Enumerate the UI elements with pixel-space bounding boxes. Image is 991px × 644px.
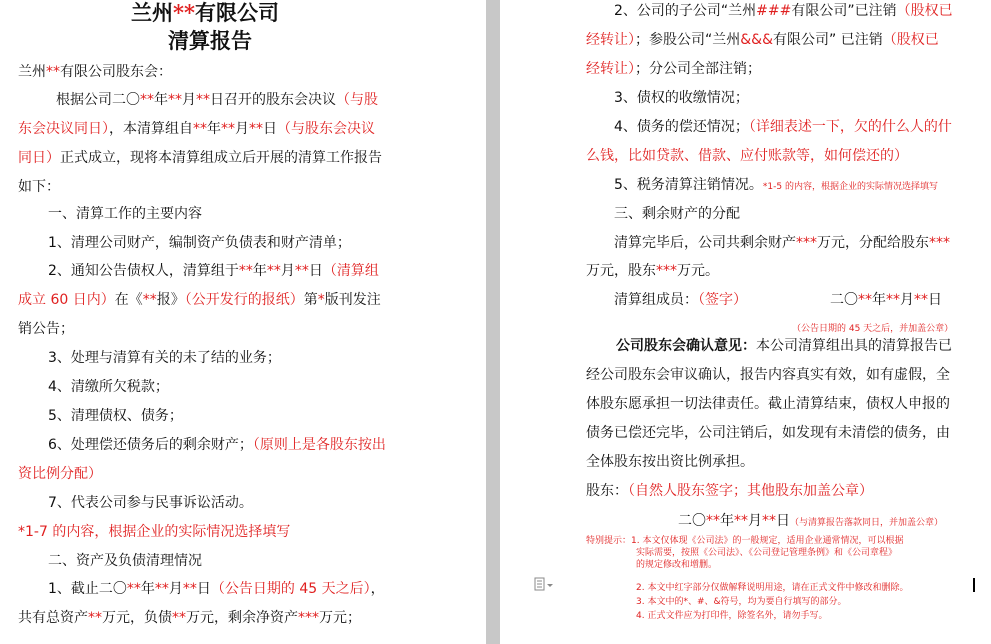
text-run: 同日） <box>18 150 60 166</box>
text-run: 日 <box>308 263 323 279</box>
text-run: （公告日期的 45 天之后，并加盖公章） <box>792 324 954 334</box>
text-run: 报》 <box>156 292 185 308</box>
text-run: 共有总资产 <box>18 610 88 626</box>
text-run: 年 <box>154 92 168 108</box>
text-cursor <box>973 578 975 592</box>
left-text-line <box>48 349 281 367</box>
left-text-line <box>18 63 172 81</box>
text-run: 年 <box>872 292 886 308</box>
left-text-line <box>18 523 290 541</box>
text-run: 7、代表公司参与民事诉讼活动。 <box>48 495 253 511</box>
text-run: 本公司清算组出具的清算报告已 <box>756 338 952 354</box>
text-run: 2、通知公告债权人，清算组于 <box>48 263 239 279</box>
text-run: 根据公司二〇 <box>56 92 140 108</box>
left-text-line <box>48 494 253 512</box>
text-run: 正式成立，现将本清算组成立后开展的清算工作报告 <box>60 150 382 166</box>
text-run: ** <box>238 263 253 279</box>
text-run: 版刊发注 <box>324 292 381 308</box>
text-run: 月 <box>182 92 196 108</box>
text-run: ** <box>182 581 197 597</box>
text-run: 资比例分配） <box>18 466 102 482</box>
text-run: ；分公司全部注销； <box>635 61 761 77</box>
text-run: 清算完毕后，公司共剩余财产 <box>614 235 796 251</box>
left-page <box>0 0 486 644</box>
left-text-line <box>48 205 202 223</box>
text-run: 的规定修改和增删。 <box>636 560 718 570</box>
text-run: 月 <box>235 121 249 137</box>
text-run: 年 <box>720 513 734 529</box>
text-run: 清算组成员： <box>614 292 698 308</box>
text-run: 实际需要，按照《公司法》、《公司登记管理条例》和《公司章程》 <box>636 548 898 558</box>
left-text-line <box>48 552 202 570</box>
text-run: 全体股东按出资比例承担。 <box>586 454 754 470</box>
right-text-line <box>614 234 950 252</box>
text-run: 三、剩余财产的分配 <box>614 206 740 222</box>
text-run: （公开发行的报纸） <box>184 292 304 308</box>
text-run: *** <box>656 263 677 279</box>
text-run: （自然人股东签字；其他股东加盖公章） <box>628 483 873 499</box>
right-text-line <box>586 482 873 500</box>
text-run: 么钱，比如贷款、借款、应付账款等，如何偿还的） <box>586 148 908 164</box>
text-run: 3. 本文中的*、#、&符号，均为要自行填写的部分。 <box>636 597 847 607</box>
left-text-line <box>48 378 169 396</box>
right-text-line <box>586 31 939 49</box>
text-run: ** <box>193 121 207 137</box>
text-run: 在《 <box>114 292 143 308</box>
text-run: （与股 <box>336 92 378 108</box>
text-run: （签字） <box>698 292 747 308</box>
text-run: 6、处理偿还债务后的剩余财产； <box>48 437 253 453</box>
right-text-line <box>830 291 942 309</box>
text-run: * <box>317 292 325 308</box>
right-page <box>500 0 991 644</box>
text-run: ** <box>706 513 720 529</box>
text-run: 年 <box>252 263 267 279</box>
right-text-line <box>586 453 754 471</box>
text-run: 兰州 <box>18 64 46 80</box>
right-text-line <box>614 89 749 107</box>
right-text-line <box>586 366 950 384</box>
text-run: 日 <box>776 513 790 529</box>
text-run: 4. 正式文件应为打印件，除签名外，请勿手写。 <box>636 611 828 621</box>
text-run: ** <box>172 610 186 626</box>
paste-options-icon[interactable] <box>534 577 554 593</box>
text-run: （与清算报告落款同日，并加盖公章） <box>790 518 944 528</box>
right-text-line <box>614 118 952 136</box>
text-run: 东会决议同日） <box>18 121 109 137</box>
left-text-line <box>48 262 379 280</box>
left-text-line <box>18 465 102 483</box>
text-run: 月 <box>280 263 295 279</box>
left-text-line <box>48 580 385 598</box>
text-run: 月 <box>748 513 762 529</box>
text-run: （与股东会决议 <box>277 121 375 137</box>
text-run: 公司股东会确认意见： <box>616 338 756 354</box>
text-run: ** <box>266 263 281 279</box>
text-run: ** <box>196 92 210 108</box>
text-run: 年 <box>207 121 221 137</box>
text-run: 万元，负债 <box>102 610 172 626</box>
text-run: 日召开的股东会决议 <box>210 92 336 108</box>
text-run: 日 <box>196 581 211 597</box>
page-gap <box>486 0 500 644</box>
text-run: 2、公司的子公司“兰州 <box>614 3 757 19</box>
right-text-line <box>586 262 719 280</box>
text-run: 3、债权的收缴情况； <box>614 90 749 106</box>
text-run: 股东： <box>586 483 628 499</box>
text-run: （原则上是各股东按出 <box>252 437 386 453</box>
text-run: 体股东愿承担一切法律责任。截止清算结束，债权人申报的 <box>586 396 950 412</box>
text-run: 日 <box>928 292 942 308</box>
text-run: 万元，剩余净资产 <box>186 610 298 626</box>
right-text-line <box>614 2 953 20</box>
text-run: ** <box>914 292 928 308</box>
text-run: 万元，股东 <box>586 263 656 279</box>
text-run: ；参股公司“兰州 <box>635 32 741 48</box>
text-run: 日 <box>263 121 277 137</box>
text-run: ** <box>88 610 102 626</box>
left-text-line <box>18 178 60 196</box>
text-run: 万元，分配给股东 <box>817 235 929 251</box>
text-run: 万元； <box>319 610 361 626</box>
text-run: ** <box>142 292 157 308</box>
right-text-line <box>792 318 953 336</box>
text-run: （股权已 <box>896 3 953 19</box>
right-text-line <box>636 554 717 572</box>
text-run: 二〇 <box>830 292 858 308</box>
right-text-line <box>614 205 740 223</box>
text-run: ** <box>886 292 900 308</box>
text-run: ** <box>46 64 60 80</box>
text-run: ** <box>249 121 263 137</box>
text-run: ** <box>294 263 309 279</box>
right-text-line <box>586 147 908 165</box>
text-run: 4、清缴所欠税款； <box>48 379 169 395</box>
left-text-line <box>18 291 381 309</box>
text-run: 有限公司股东会： <box>60 64 172 80</box>
text-run: 年 <box>140 581 155 597</box>
text-run: ### <box>756 3 792 19</box>
left-text-line <box>18 609 361 627</box>
left-text-line <box>56 91 378 109</box>
text-run: 一、清算工作的主要内容 <box>48 206 202 222</box>
text-run: 二、资产及负债清理情况 <box>48 553 202 569</box>
text-run: ** <box>221 121 235 137</box>
doc-subtitle: 清算报告 <box>168 28 252 53</box>
text-run: （清算组 <box>322 263 379 279</box>
text-run: （股权已 <box>882 32 939 48</box>
text-run: 万元。 <box>677 263 719 279</box>
text-run: 月 <box>168 581 183 597</box>
text-run: 第 <box>303 292 318 308</box>
left-text-line <box>18 120 375 138</box>
text-run: ** <box>154 581 169 597</box>
text-run: 3、处理与清算有关的未了结的业务； <box>48 350 281 366</box>
text-run: 二〇 <box>678 513 706 529</box>
text-run: ** <box>858 292 872 308</box>
text-run: ** <box>168 92 182 108</box>
right-text-line <box>616 337 952 355</box>
left-text-line <box>48 436 386 454</box>
left-text-line <box>48 407 183 425</box>
doc-title: 兰州**有限公司 <box>131 0 279 25</box>
text-run: ** <box>734 513 748 529</box>
text-run: 成立 60 日内） <box>18 292 115 308</box>
text-run: （详细表述一下，欠的什么人的什 <box>748 119 952 135</box>
text-run: *1-5 的内容，根据企业的实际情况选择填写 <box>762 182 938 192</box>
text-run: ，本清算组自 <box>109 121 193 137</box>
text-run: 经转让） <box>586 32 635 48</box>
text-run: 2. 本文中红字部分仅做解释说明用途，请在正式文件中修改和删除。 <box>636 583 909 593</box>
right-text-line <box>614 176 938 194</box>
right-text-line <box>586 395 950 413</box>
text-run: ** <box>762 513 776 529</box>
right-text-line <box>636 605 827 623</box>
text-run: 有限公司”已注销 <box>791 3 897 19</box>
text-run: 经公司股东会审议确认，报告内容真实有效，如有虚假，全 <box>586 367 950 383</box>
left-text-line <box>48 234 351 252</box>
text-run: ， <box>370 581 385 597</box>
text-run: ** <box>126 581 141 597</box>
text-run: *1-7 的内容，根据企业的实际情况选择填写 <box>18 524 291 540</box>
right-text-line <box>586 424 950 442</box>
left-text-line <box>18 149 382 167</box>
text-run: 如下： <box>18 179 60 195</box>
right-text-line <box>614 291 747 309</box>
left-text-line <box>18 320 74 338</box>
text-run: 1、清理公司财产，编制资产负债表和财产清单； <box>48 235 351 251</box>
text-run: &&& <box>740 32 774 48</box>
text-run: 月 <box>900 292 914 308</box>
text-run: 债务已偿还完毕，公司注销后，如发现有未清偿的债务，由 <box>586 425 950 441</box>
right-text-line <box>678 512 943 530</box>
text-run: ** <box>140 92 154 108</box>
text-run: *** <box>796 235 817 251</box>
text-run: 有限公司” 已注销 <box>773 32 883 48</box>
text-run: 特别提示：1. 本文仅体现《公司法》的一般规定，适用企业通常情况，可以根据 <box>586 536 904 546</box>
right-text-line <box>586 60 761 78</box>
text-run: （公告日期的 45 天之后） <box>210 581 371 597</box>
text-run: 4、债务的偿还情况； <box>614 119 749 135</box>
text-run: *** <box>929 235 950 251</box>
text-run: 5、清理债权、债务； <box>48 408 183 424</box>
text-run: 5、税务清算注销情况。 <box>614 177 763 193</box>
text-run: 1、截止二〇 <box>48 581 127 597</box>
text-run: *** <box>298 610 319 626</box>
text-run: 经转让） <box>586 61 635 77</box>
text-run: 销公告； <box>18 321 74 337</box>
